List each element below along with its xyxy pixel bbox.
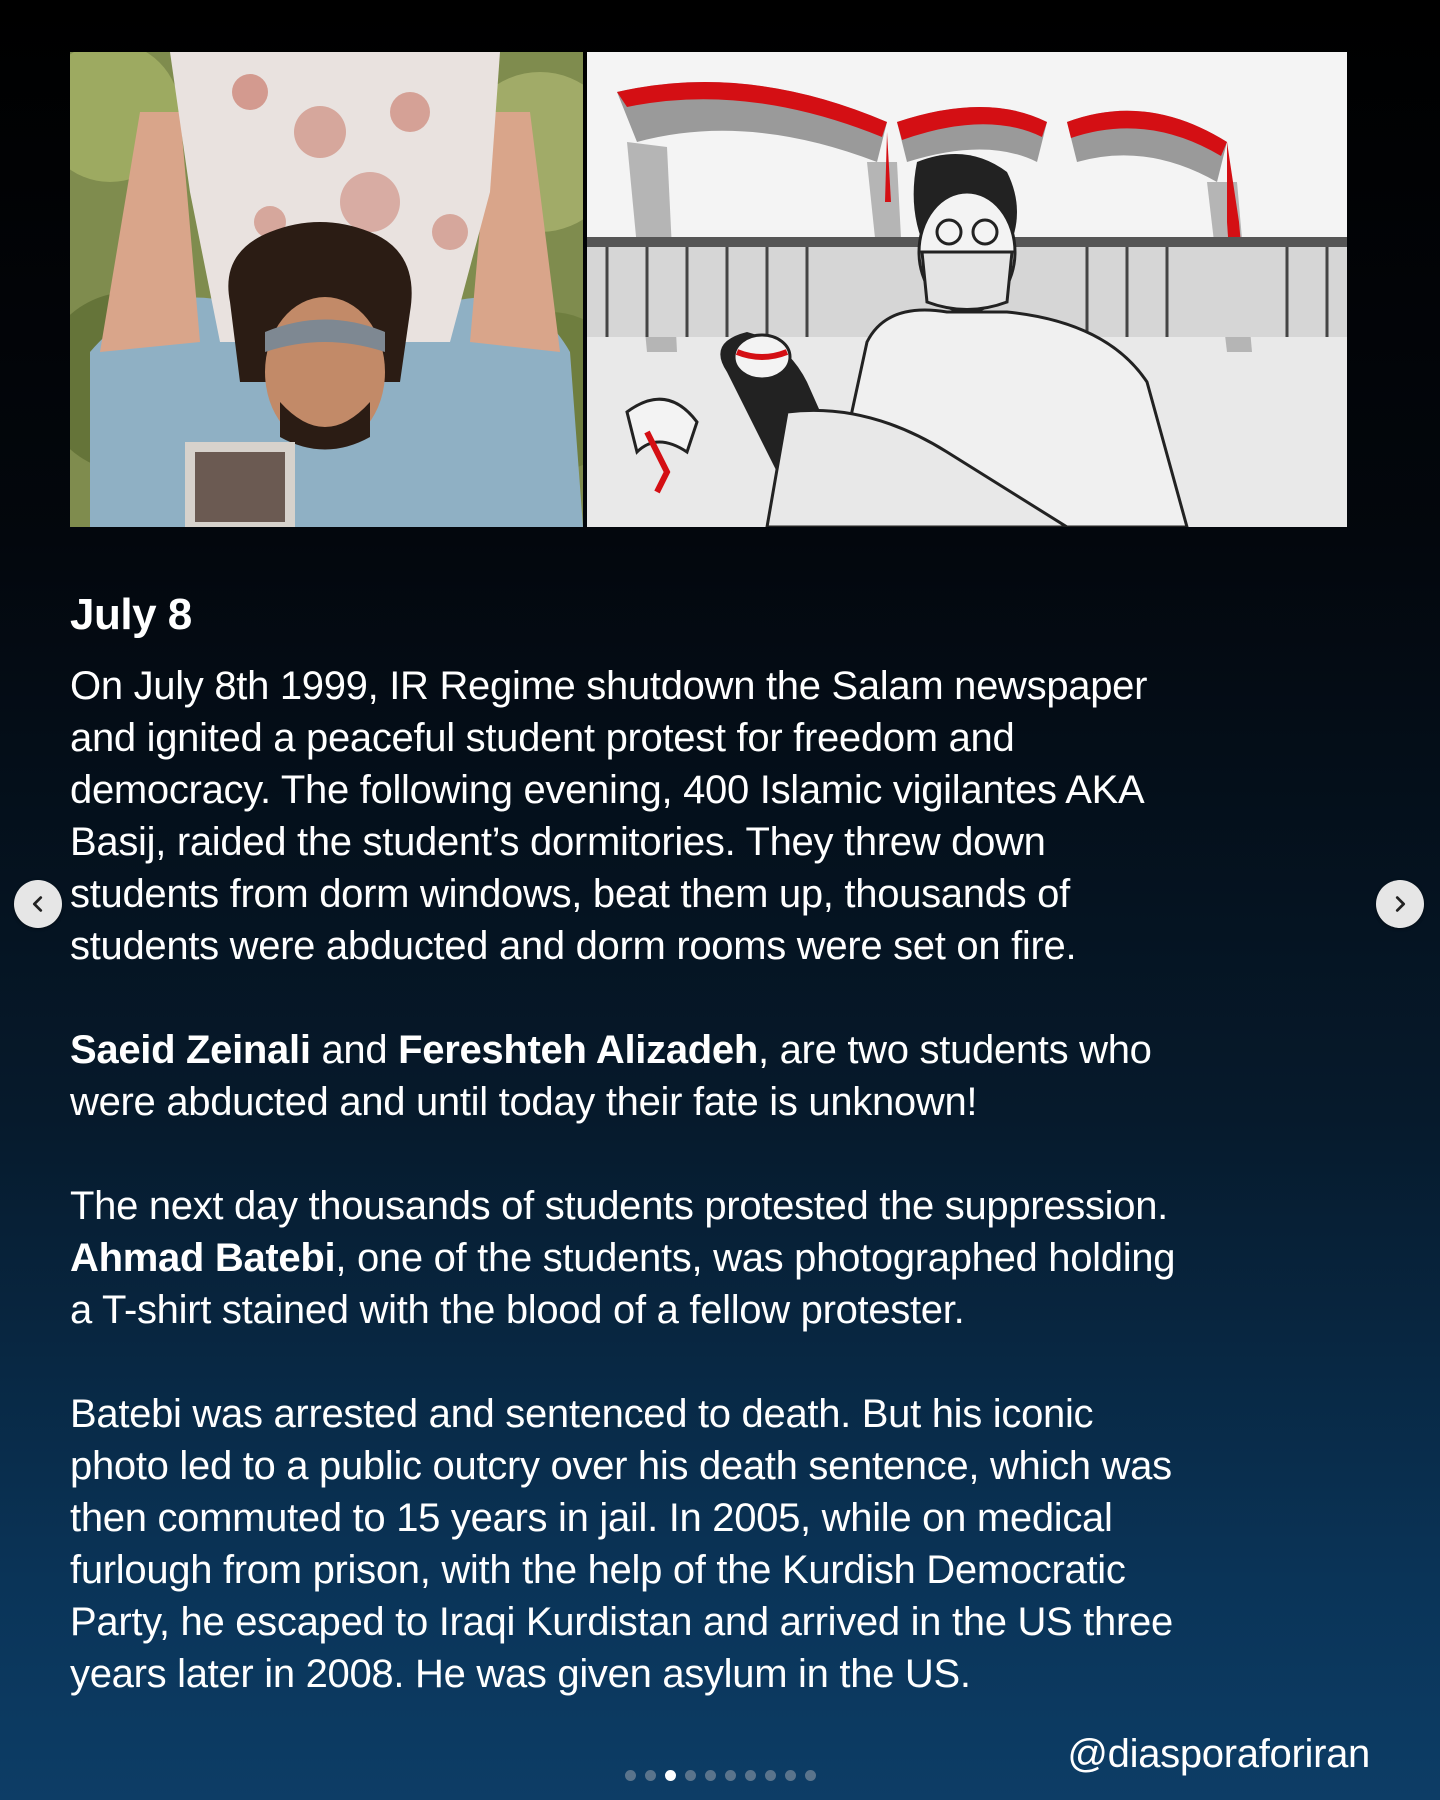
chevron-right-icon (1389, 893, 1411, 915)
body-text: On July 8th 1999, IR Regime shutdown the Salam newspaper and ignited a peaceful student protest for freedom and democracy. The following evening, 400 Islamic vigilantes AKA Basij, raided the student’s dormitories. They threw down students from dorm windows, beat them up, thousands of students were abducted and dorm rooms were set on fire. (70, 664, 1148, 968)
pagination-dot[interactable] (625, 1770, 636, 1781)
pagination-dot[interactable] (645, 1770, 656, 1781)
body-text: The next day thousands of students protested the suppression. (70, 1184, 1168, 1228)
paragraph-protest-origin (70, 660, 1360, 972)
pagination-dot-active[interactable] (665, 1770, 676, 1781)
protest-illustration (587, 52, 1347, 527)
bold-name-text: Saeid Zeinali (70, 1028, 311, 1072)
pagination-dot[interactable] (805, 1770, 816, 1781)
pagination-dot[interactable] (785, 1770, 796, 1781)
body-text: Batebi was arrested and sentenced to death. But his iconic photo led to a public outcry over his death sentence, which was then commuted to 15 years in jail. In 2005, while on medical furlough from prison, with the help of the Kurdish Democratic Party, he escaped to Iraqi Kurdistan and arrived in the US three years later in 2008. He was given asylum in the US. (70, 1392, 1173, 1696)
paragraph-abducted-students (70, 1024, 1360, 1128)
bold-name-text: Ahmad Batebi (70, 1236, 336, 1280)
bold-name-text: Fereshteh Alizadeh (398, 1028, 758, 1072)
pagination-dot[interactable] (765, 1770, 776, 1781)
account-handle: @diasporaforiran (1067, 1732, 1370, 1776)
pagination-dot[interactable] (705, 1770, 716, 1781)
pagination-dot[interactable] (745, 1770, 756, 1781)
body-text: and (310, 1028, 399, 1072)
pagination-dot[interactable] (725, 1770, 736, 1781)
chevron-left-icon (27, 893, 49, 915)
pagination-dot[interactable] (685, 1770, 696, 1781)
paragraph-batebi-fate (70, 1388, 1360, 1700)
previous-slide-button[interactable] (14, 880, 62, 928)
post-title: July 8 (70, 590, 192, 639)
body-text: , one of the students, was photographed holding a T-shirt stained with the blood of a fellow protester. (70, 1236, 1176, 1332)
next-slide-button[interactable] (1376, 880, 1424, 928)
protester-photo (70, 52, 583, 527)
header-images (70, 52, 1347, 527)
paragraph-ahmad-batebi (70, 1180, 1360, 1336)
carousel-pagination (0, 1770, 1440, 1781)
body-text: , are two students who were abducted and until today their fate is unknown! (70, 1028, 1152, 1124)
post-body (70, 660, 1360, 1752)
